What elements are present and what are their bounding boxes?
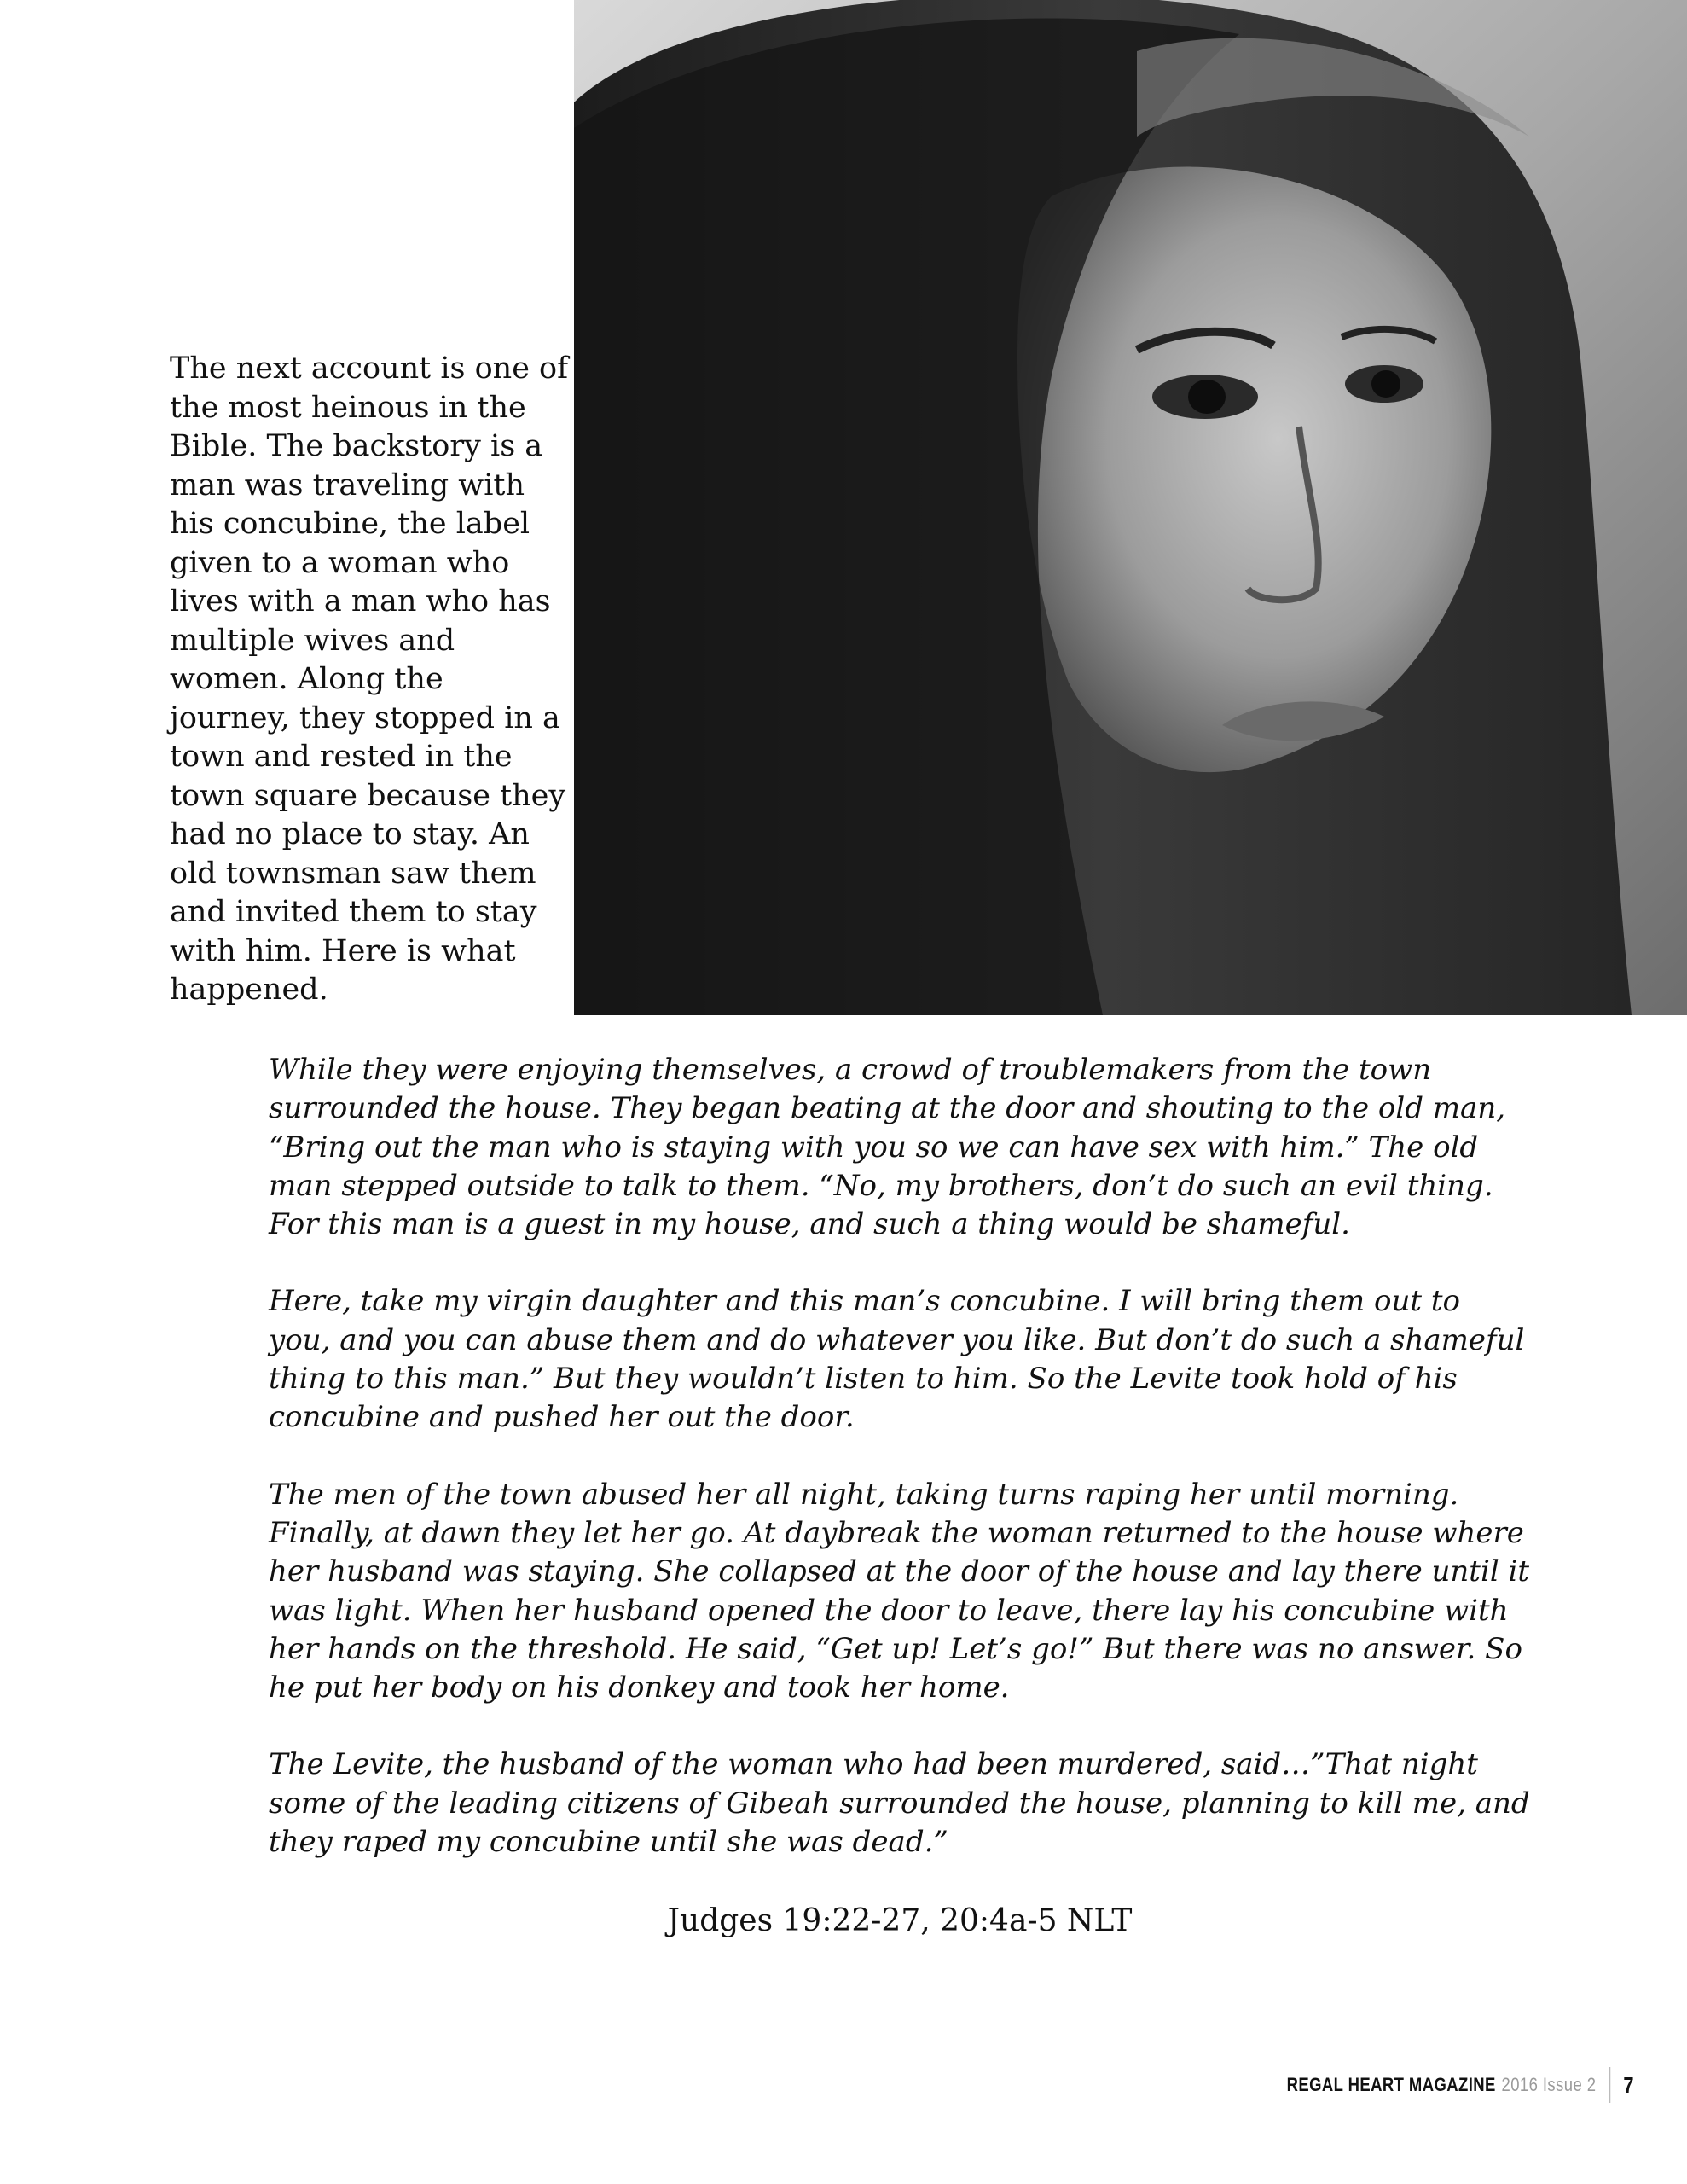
issue-label: 2016 Issue 2 <box>1501 2074 1597 2095</box>
scripture-paragraph-3: The men of the town abused her all night, taking turns raping her until morning. Finally, at dawn they let her go. At daybreak the woman returned to the house where her husband was staying. She collapsed at the door of the house and lay there until it was light. When her husband opened the door to leave, there lay his concubine with her hands on the threshold. He said, “Get up! Let’s go!” But there was no answer. So he put her body on his donkey and took her home. <box>269 1477 1530 1705</box>
scripture-quote <box>269 1051 1531 1900</box>
portrait-photo <box>574 0 1687 1015</box>
magazine-name: REGAL HEART MAGAZINE <box>1286 2074 1496 2095</box>
footer-divider <box>1609 2067 1611 2103</box>
intro-paragraph: The next account is one of the most heinous in the Bible. The backstory is a man was traveling with his concubine, the label given to a woman who lives with a man who has multiple wives and women. Along the journey, they stopped in a town and rested in the town square because they had no place to stay. An old townsman saw them and invited them to stay with him. Here is what happened. <box>170 351 569 1007</box>
page-number: 7 <box>1623 2071 1634 2098</box>
scripture-paragraph-4: The Levite, the husband of the woman who had been murdered, said…”That night some of the leading citizens of Gibeah surrounded the house, planning to kill me, and they raped my concubine until she was dead.” <box>269 1747 1530 1860</box>
scripture-paragraph-2: Here, take my virgin daughter and this man’s concubine. I will bring them out to you, and you can abuse them and do whatever you like. But don’t do such a shameful thing to this man.” But they wouldn’t listen to him. So the Levite took hold of his concubine and pushed her out the door. <box>269 1284 1525 1435</box>
scripture-paragraph-1: While they were enjoying themselves, a crowd of troublemakers from the town surrounded the house. They began beating at the door and shouting to the old man, “Bring out the man who is staying with you so we can have sex with him.” The old man stepped outside to talk to them. “No, my brothers, don’t do such an evil thing. For this man is a guest in my house, and such a thing would be shameful. <box>269 1053 1506 1242</box>
scripture-citation: Judges 19:22-27, 20:4a-5 NLT <box>667 1903 1133 1938</box>
portrait-image-icon <box>574 0 1687 1015</box>
page-footer <box>1287 2066 1634 2104</box>
